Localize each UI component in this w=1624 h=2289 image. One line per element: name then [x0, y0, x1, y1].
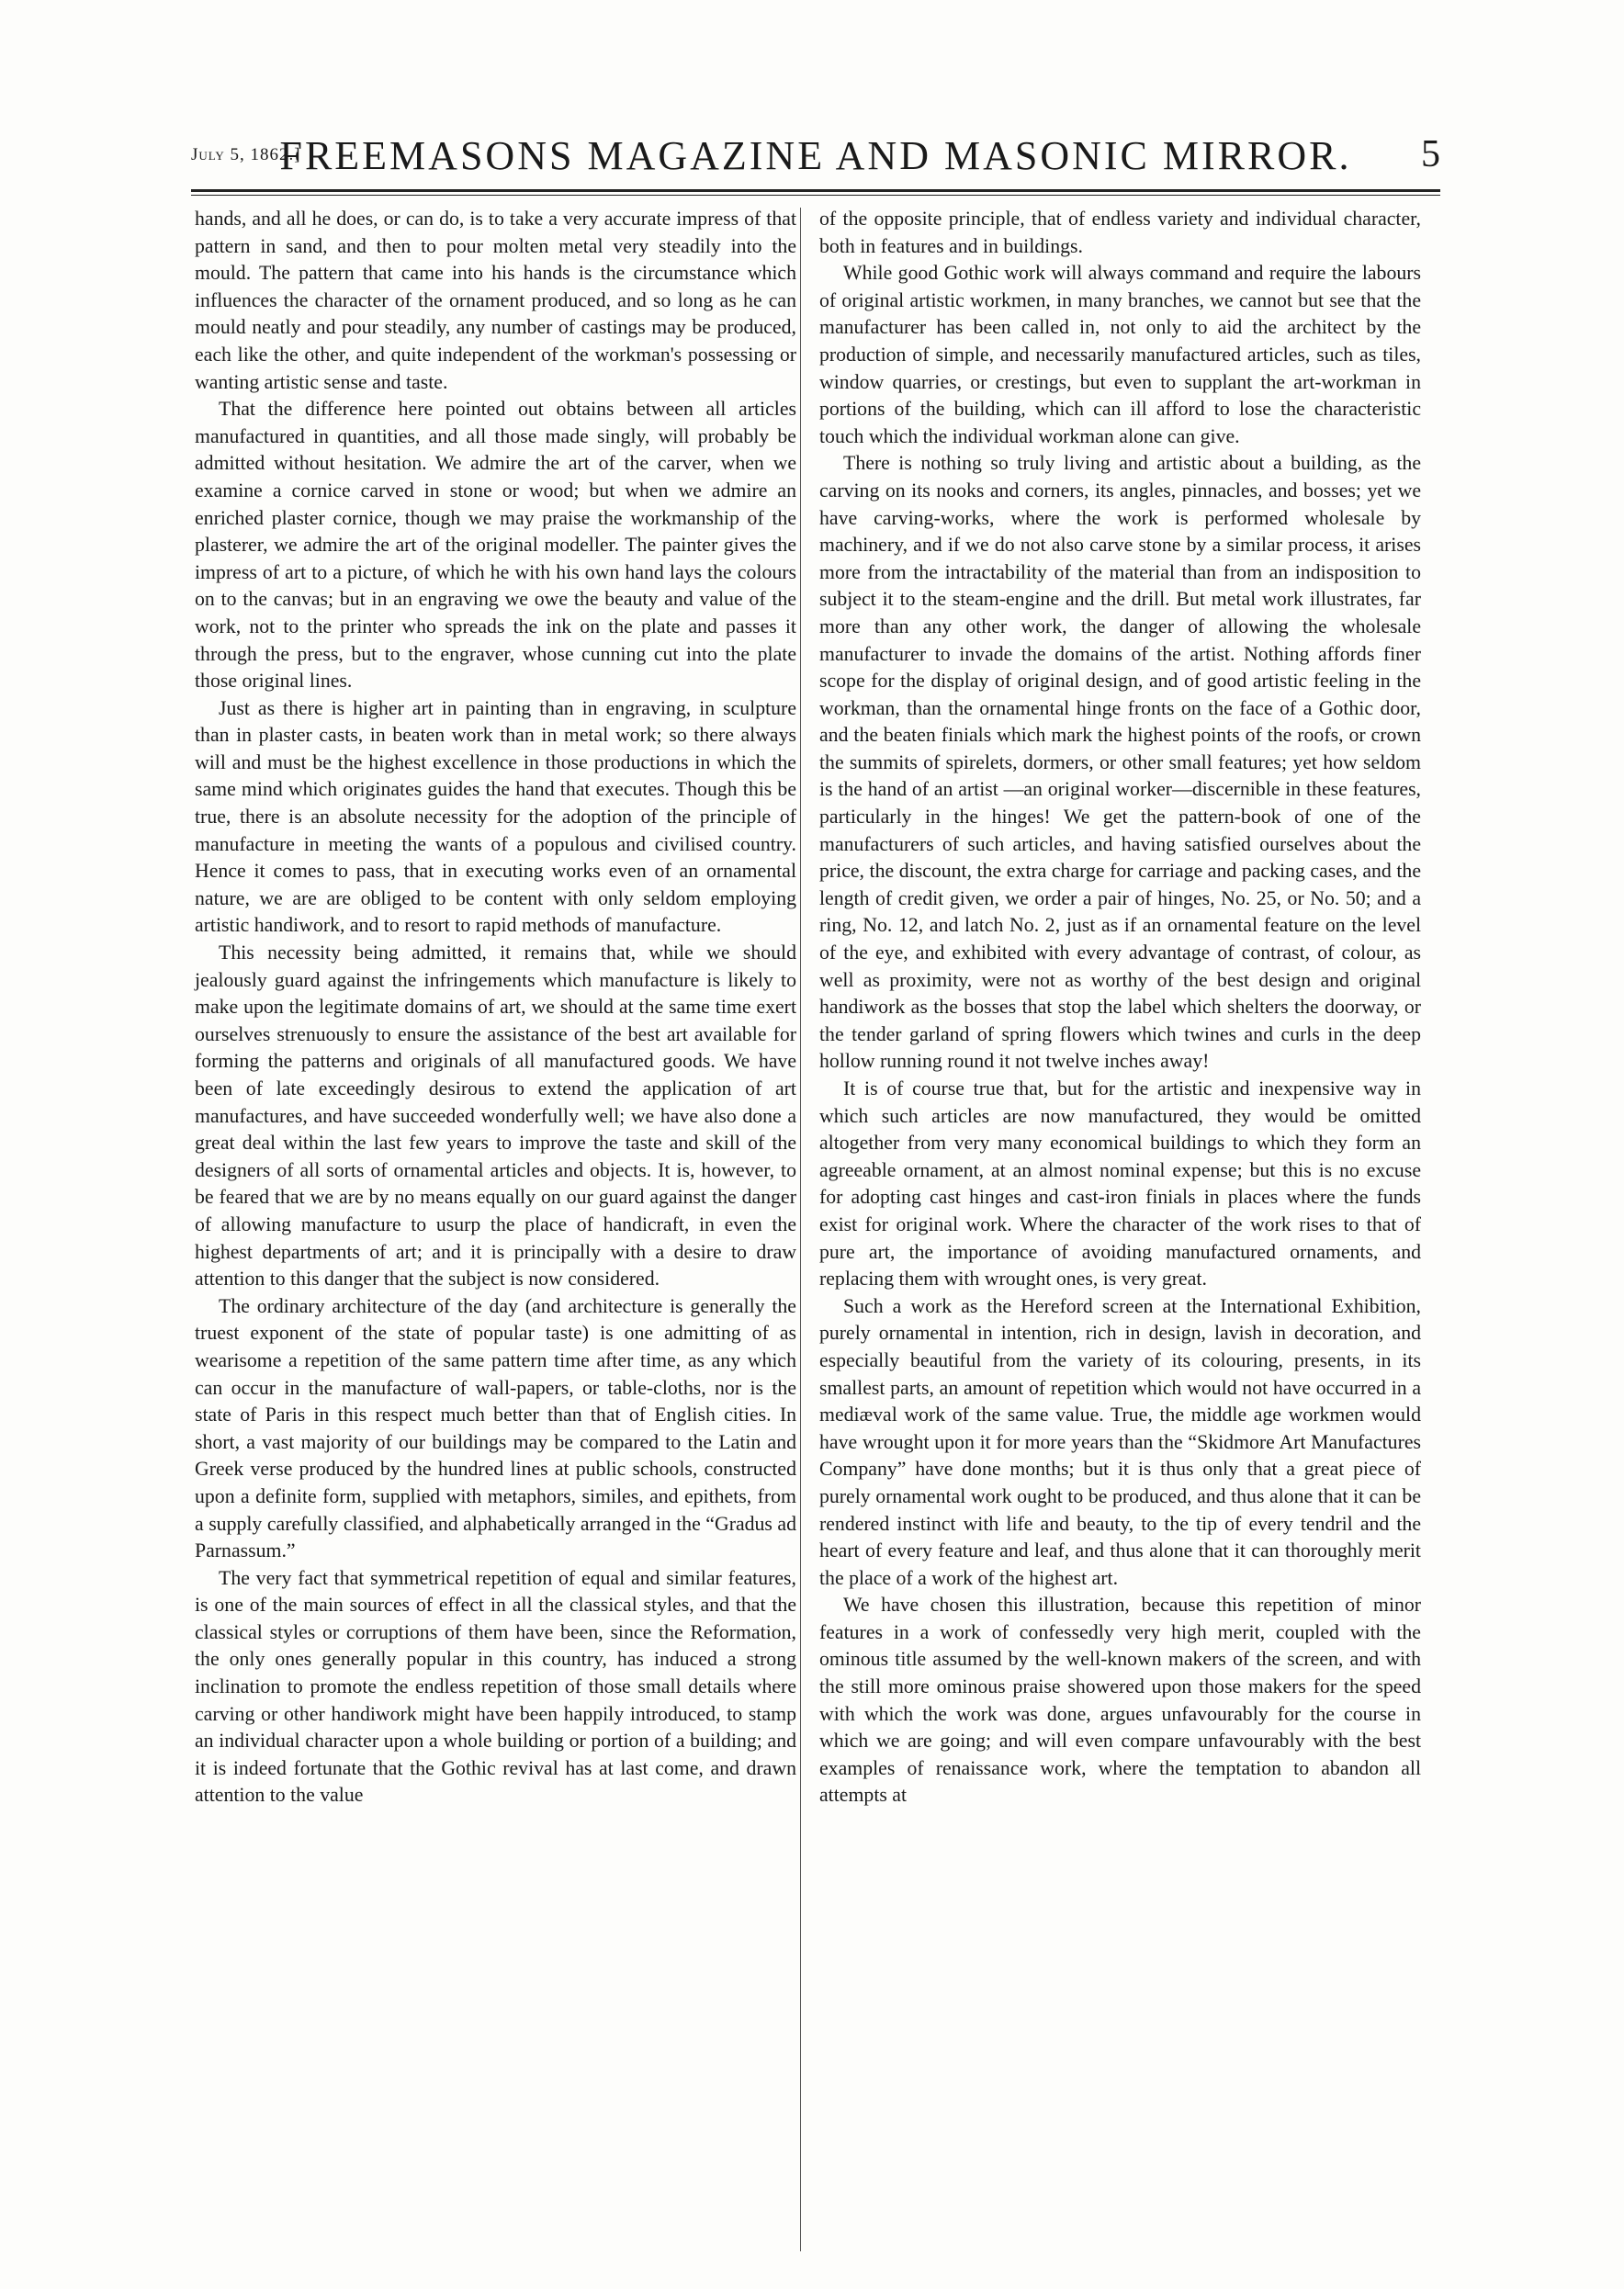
page-header [191, 129, 1440, 184]
paragraph: The very fact that symmetrical repetition of equal and similar features, is one of the main sources of effect in all the classical styles, and that the classical styles or corruptions of them have been, since the Reformation, the only ones generally popular in this country, has induced a strong inclination to promote the endless repetition of those small details where carving or other handiwork might have been happily introduced, to stamp an individual character upon a whole building or portion of a building; and it is indeed fortunate that the Gothic revival has at last come, and drawn attention to the value [195, 1566, 796, 1807]
paragraph: There is nothing so truly living and artistic about a building, as the carving on its nooks and corners, its angles, pinnacles, and bosses; yet we have carving-works, where the work is performed wholesale by machinery, and if we do not also carve stone by a similar process, it arises more from the intractability of the material than from an indisposition to subject it to the steam-engine and the drill. But metal work illustrates, far more than any other work, the danger of allowing the wholesale manufacturer to invade the domains of the artist. Nothing affords finer scope for the display of original design, and of good artistic feeling in the workman, than the ornamental hinge fronts on the face of a Gothic door, and the beaten finials which mark the highest points of the roofs, or crown the summits of spirelets, dormers, or other small features; yet how seldom is the hand of an artist —an original worker—discernible in these features, particularly in the hinges! We get the pattern-book of one of the manufacturers of such articles, and having satisfied ourselves about the price, the discount, the extra charge for carriage and packing cases, and the length of credit given, we order a pair of hinges, No. 25, or No. 50; and a ring, No. 12, and latch No. 2, just as if an ornamental feature on the level of the eye, and exhibited with every advantage of contrast, of colour, as well as proximity, were not as worthy of the best design and original handiwork as the bosses that stop the label which shelters the doorway, or the tender garland of spring flowers which twines and curls in the deep hollow running round it not twelve inches away! [819, 452, 1421, 1073]
left-column [195, 206, 796, 1810]
column-divider [800, 208, 801, 2251]
paragraph: Such a work as the Hereford screen at the International Exhibition, purely ornamental in intention, rich in design, lavish in decoration, and especially beautiful from the variety of its colouring, presents, in its smallest parts, an amount of repetition which would not have occurred in a mediæval work of the same value. True, the middle age workmen would have wrought upon it for more years than the “Skidmore Art Manufactures Company” have done months; but it is thus only that a great piece of purely ornamental work ought to be produced, and thus alone that it can be rendered instinct with life and beauty, to the tip of every tendril and the heart of every feature and leaf, and thus alone that it can thoroughly merit the place of a work of the highest art. [819, 1294, 1421, 1589]
right-column [819, 206, 1421, 1810]
page-number: 5 [1421, 133, 1440, 175]
paragraph: We have chosen this illustration, because this repetition of minor features in a work of confessedly very high merit, coupled with the ominous title assumed by the well-known makers of the screen, and with the still more ominous praise showered upon those makers for the speed with which the work was done, argues unfavourably for the course in which we are going; and will even compare unfavourably with the best examples of renaissance work, where the temptation to abandon all attempts at [819, 1594, 1421, 1807]
header-rule-thin [191, 195, 1440, 196]
paragraph: While good Gothic work will always command and require the labours of original artistic workmen, in many branches, we cannot but see that the manufacturer has been called in, not only to aid the architect by the production of simple, and necessarily manufactured articles, such as tiles, window quarries, or crestings, but even to supplant the art-workman in portions of the building, which can ill afford to lose the characteristic touch which the individual workman alone can give. [819, 262, 1421, 447]
paragraph: hands, and all he does, or can do, is to take a very accurate impress of that pattern in sand, and then to pour molten metal very steadily into the mould. The pattern that came into his hands is the circumstance which influences the character of the ornament produced, and so long as he can mould neatly and pour steadily, any number of castings may be produced, each like the other, and quite independent of the workman's possessing or wanting artistic sense and taste. [195, 208, 796, 393]
paragraph: That the difference here pointed out obtains between all articles manufactured in quantities, and all those made singly, will probably be admitted without hesitation. We admire the art of the carver, when we examine a cornice carved in stone or wood; but when we admire an enriched plaster cornice, though we may praise the workmanship of the plasterer, we admire the art of the original modeller. The painter gives the impress of art to a picture, of which he with his own hand lays the colours on to the canvas; but in an engraving we owe the beauty and value of the work, not to the printer who spreads the ink on the plate and passes it through the press, but to the engraver, whose cunning cut into the plate those original lines. [195, 398, 796, 693]
paragraph: This necessity being admitted, it remains that, while we should jealously guard against the infringements which manufacture is likely to make upon the legitimate domains of art, we should at the same time exert ourselves strenuously to ensure the assistance of the best art available for forming the patterns and originals of all manufactured goods. We have been of late exceedingly desirous to extend the application of art manufactures, and have succeeded wonderfully well; we have also done a great deal within the last few years to improve the taste and skill of the designers of all sorts of ornamental articles and objects. It is, however, to be feared that we are by no means equally on our guard against the danger of allowing manufacture to usurp the place of handicraft, in even the highest departments of art; and it is principally with a desire to draw attention to this danger that the subject is now considered. [195, 942, 796, 1291]
publication-title: FREEMASONS MAGAZINE AND MASONIC MIRROR. [279, 133, 1352, 178]
paragraph: It is of course true that, but for the artistic and inexpensive way in which such articles are now manufactured, they would be omitted altogether from very many economical buildings to which they form an agreeable ornament, at an almost nominal expense; but this is no excuse for adopting cast hinges and cast-iron finials in places where the funds exist for original work. Where the character of the work rises to that of pure art, the importance of avoiding manufactured ornaments, and replacing them with wrought ones, is very great. [819, 1077, 1421, 1291]
issue-date: July 5, 1862.] [191, 145, 301, 164]
header-rule-thick [191, 189, 1440, 192]
paragraph: The ordinary architecture of the day (and architecture is generally the truest exponent of the state of popular taste) is one admitting of as wearisome a repetition of the same pattern time after time, as any which can occur in the manufacture of wall-papers, or table-cloths, nor is the state of Paris in this respect much better than that of English cities. In short, a vast majority of our buildings may be compared to the Latin and Greek verse produced by the hundred lines at public schools, constructed upon a definite form, supplied with metaphors, similes, and epithets, from a supply carefully classified, and alphabetically arranged in the “Gradus ad Parnassum.” [195, 1294, 796, 1562]
paragraph: Just as there is higher art in painting than in engraving, in sculpture than in plaster casts, in beaten work than in metal work; so there always will and must be the highest excellence in those productions in which the same mind which originates guides the hand that executes. Though this be true, there is an absolute necessity for the adoption of the principle of manufacture in meeting the wants of a populous and civilised country. Hence it comes to pass, that in executing works even of an ornamental nature, we are are obliged to be content with only seldom employing artistic handiwork, and to resort to rapid methods of manufacture. [195, 696, 796, 937]
paragraph: of the opposite principle, that of endless variety and individual character, both in features and in buildings. [819, 208, 1421, 257]
